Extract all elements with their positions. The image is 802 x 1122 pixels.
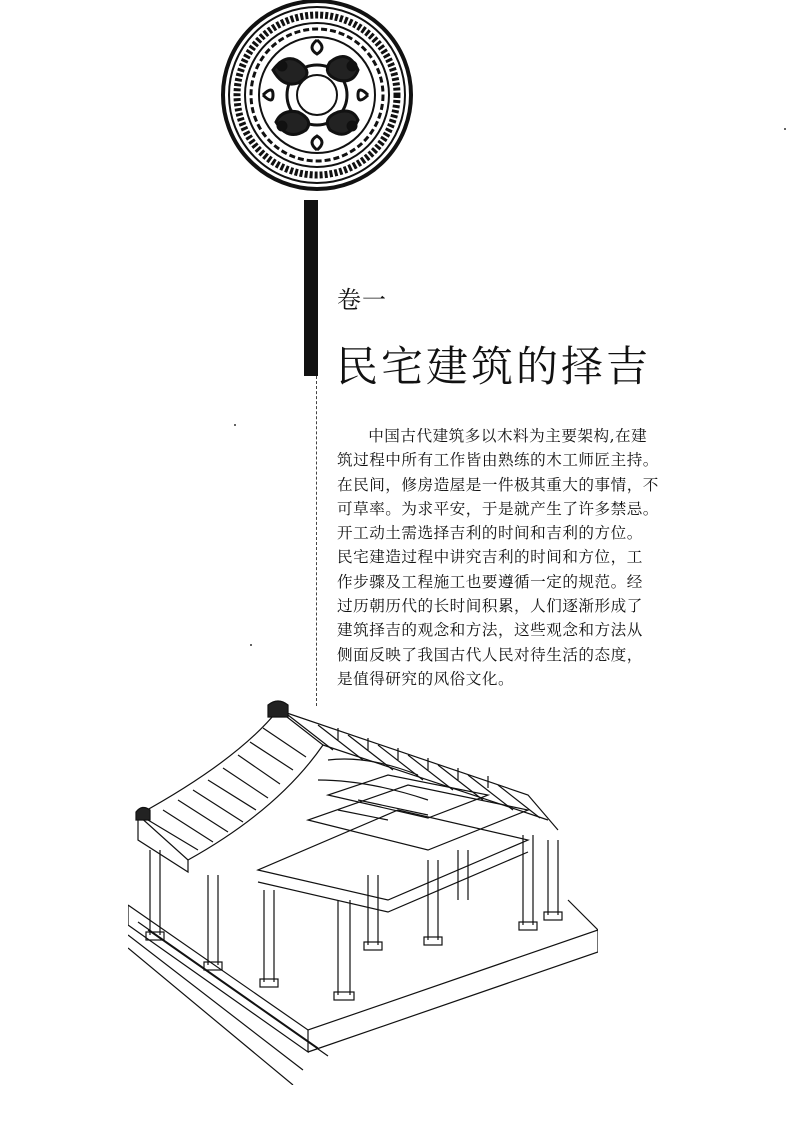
paragraph-line: 作步骤及工程施工也要遵循一定的规范。经: [337, 572, 643, 591]
paragraph-line: 可草率。为求平安，于是就产生了许多禁忌。: [337, 499, 659, 518]
paragraph-line: 是值得研究的风俗文化。: [337, 669, 515, 688]
paragraph-line: 在民间，修房造屋是一件极其重大的事情，不: [337, 475, 659, 494]
paragraph-line: 侧面反映了我国古代人民对待生活的态度，: [337, 645, 643, 664]
volume-label: 卷一: [337, 286, 387, 314]
paragraph-line: 中国古代建筑多以木料为主要架构,在建: [368, 427, 648, 445]
mirror-icon: [223, 1, 411, 189]
paragraph-line: 建筑择吉的观念和方法，这些观念和方法从: [337, 621, 643, 640]
paragraph-line: 过历朝历代的长时间积累，人们逐渐形成了: [337, 597, 643, 616]
margin-rule: [316, 376, 317, 706]
paragraph-line: 筑过程中所有工作皆由熟练的木工师匠主持。: [337, 451, 659, 470]
speck: [234, 424, 236, 426]
chapter-title: 民宅建筑的择吉: [336, 342, 652, 391]
speck: [784, 128, 786, 130]
paragraph-line: 民宅建造过程中讲究吉利的时间和方位，工: [337, 548, 643, 567]
chapter-marker-bar: [304, 200, 318, 376]
speck: [250, 644, 252, 646]
body-paragraph: [337, 424, 703, 691]
paragraph-line: 开工动土需选择吉利的时间和吉利的方位。: [337, 524, 643, 543]
timber-frame-house-illustration: [128, 700, 598, 1085]
bronze-mirror-illustration: [218, 0, 418, 195]
house-frame-icon: [128, 701, 598, 1085]
